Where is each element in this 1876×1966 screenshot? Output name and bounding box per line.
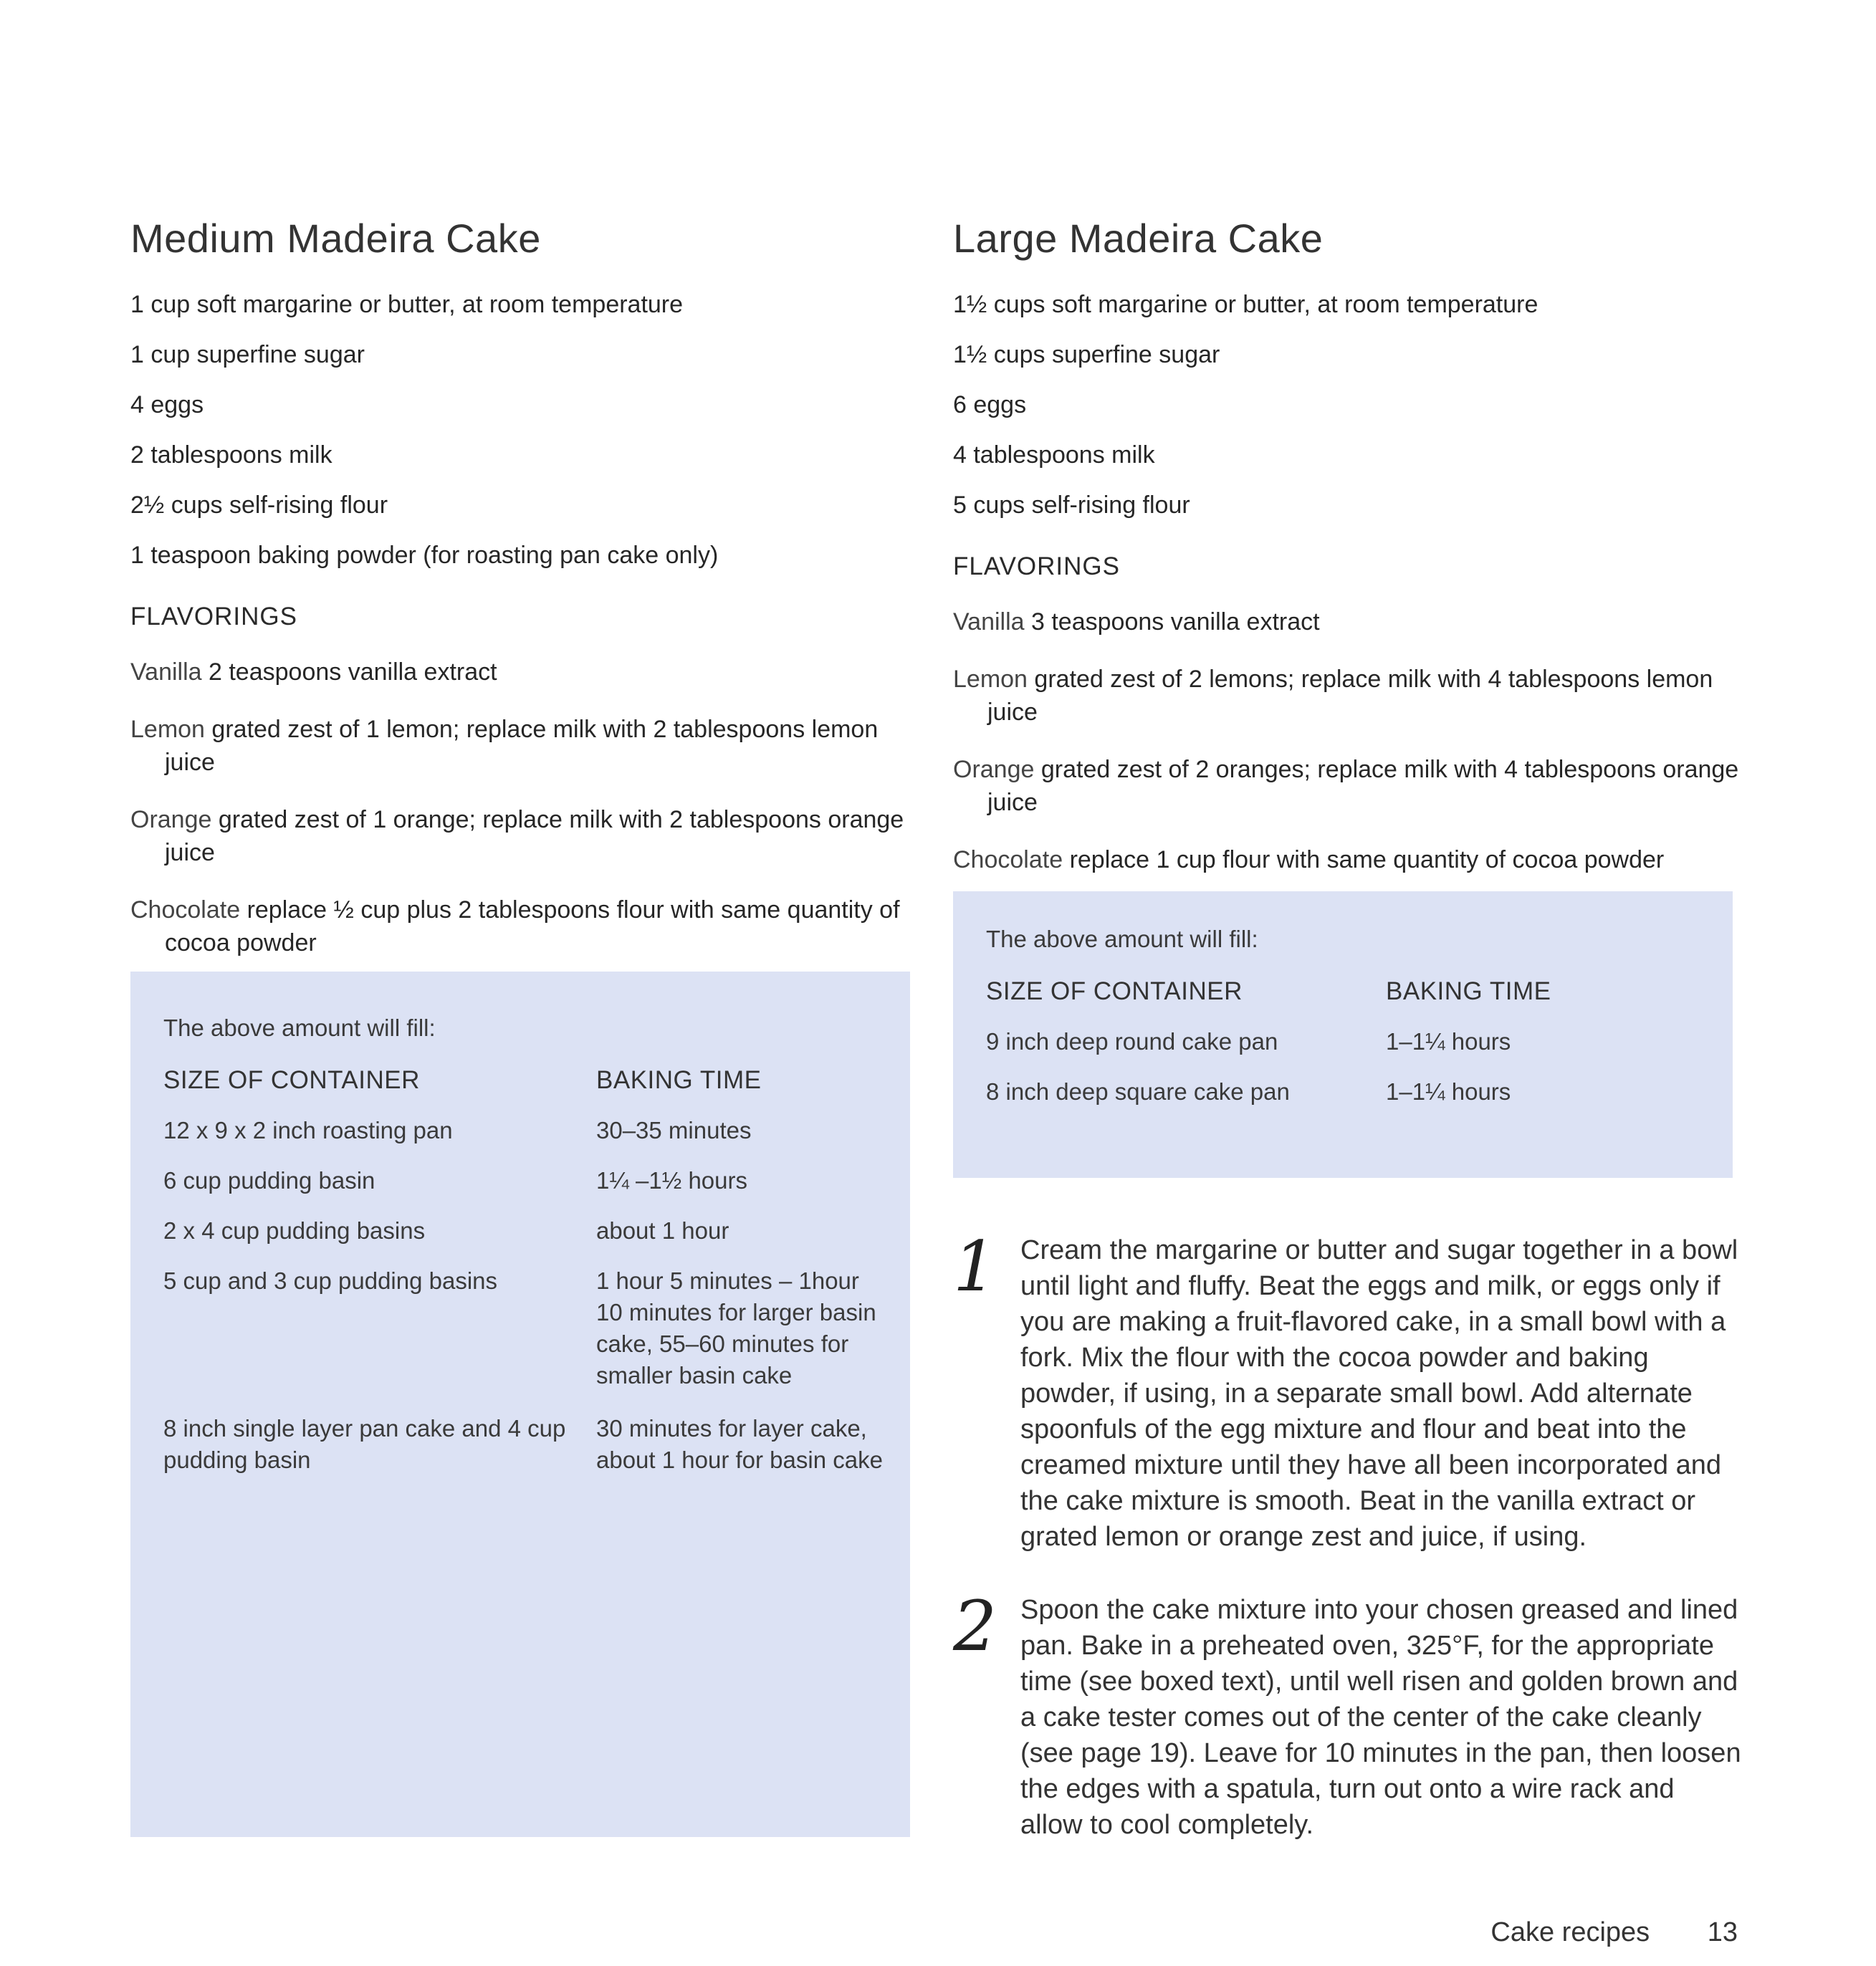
- flavoring-item: [130, 893, 926, 959]
- flavoring-name: Orange: [130, 806, 212, 833]
- flavoring-name: Chocolate: [130, 896, 241, 924]
- flavoring-item: [130, 656, 926, 689]
- flavoring-item: [953, 753, 1748, 819]
- ingredient-item: 1½ cups soft margarine or butter, at room temperature: [953, 291, 1538, 318]
- table-row: [163, 1265, 889, 1413]
- table-row: [163, 1413, 889, 1495]
- large-baking-box: [953, 891, 1733, 1178]
- flavoring-name: Orange: [953, 756, 1035, 783]
- flavoring-text: grated zest of 1 lemon; replace milk with 2 tablespoons lemon juice: [165, 716, 879, 776]
- baking-table: [986, 977, 1711, 1126]
- flavoring-text: 3 teaspoons vanilla extract: [1031, 608, 1320, 636]
- section-name: Cake recipes: [1490, 1917, 1650, 1947]
- fill-note: The above amount will fill:: [163, 1015, 436, 1041]
- ingredient-item: 1 teaspoon baking powder (for roasting pan cake only): [130, 542, 719, 569]
- baking-time: about 1 hour: [596, 1217, 729, 1244]
- flavoring-item: [953, 605, 1748, 638]
- flavorings-heading: FLAVORINGS: [130, 603, 298, 630]
- table-row: [163, 1215, 889, 1265]
- table-row: [163, 1115, 889, 1165]
- ingredient-item: 6 eggs: [953, 391, 1027, 418]
- step-text: Spoon the cake mixture into your chosen greased and lined pan. Bake in a preheated oven, 325°F, for the appropriate time (see boxed text), until well risen and golden brown and a cake tester comes out of the center of the cake cleanly (see page 19). Leave for 10 minutes in the pan, then loosen the edges with a spatula, turn out onto a wire rack and allow to cool completely.: [1020, 1595, 1741, 1840]
- ingredient-item: 5 cups self-rising flour: [953, 492, 1190, 519]
- flavoring-item: [953, 843, 1748, 876]
- baking-time: 1 hour 5 minutes – 1hour 10 minutes for larger basin cake, 55–60 minutes for smaller basin cake: [596, 1267, 876, 1389]
- flavoring-item: [130, 713, 926, 779]
- flavoring-text: replace ½ cup plus 2 tablespoons flour with same quantity of cocoa powder: [165, 896, 900, 956]
- ingredient-item: 2½ cups self-rising flour: [130, 492, 388, 519]
- ingredient-item: 1 cup superfine sugar: [130, 341, 365, 368]
- flavoring-item: [130, 803, 926, 869]
- ingredient-item: 1½ cups superfine sugar: [953, 341, 1220, 368]
- baking-time: 30 minutes for layer cake, about 1 hour for basin cake: [596, 1415, 883, 1473]
- medium-baking-box: [130, 972, 910, 1837]
- column-header-time: BAKING TIME: [596, 1066, 762, 1094]
- container-size: 12 x 9 x 2 inch roasting pan: [163, 1117, 453, 1143]
- table-row: [986, 1026, 1711, 1076]
- step-text: Cream the margarine or butter and sugar together in a bowl until light and fluffy. Beat the eggs and milk, or eggs only if you are making a fruit-flavored cake, in a small bowl with a fork. Mix the flour with the cocoa powder and baking powder, if using, in a separate small bowl. Add alternate spoonfuls of the egg mixture and flour and beat into the creamed mixture until they have all been incorporated and the cake mixture is smooth. Beat in the vanilla extract or grated lemon or orange zest and juice, if using.: [1020, 1235, 1738, 1552]
- recipe-title: Large Madeira Cake: [953, 216, 1324, 261]
- table-row: [163, 1165, 889, 1215]
- page-footer: [1490, 1917, 1738, 1948]
- flavoring-text: grated zest of 2 lemons; replace milk with 4 tablespoons lemon juice: [987, 666, 1713, 726]
- ingredient-item: 2 tablespoons milk: [130, 441, 332, 469]
- container-size: 5 cup and 3 cup pudding basins: [163, 1267, 498, 1294]
- ingredient-item: 1 cup soft margarine or butter, at room temperature: [130, 291, 684, 318]
- container-size: 8 inch single layer pan cake and 4 cup pudding basin: [163, 1415, 566, 1473]
- ingredient-item: 4 eggs: [130, 391, 204, 418]
- flavoring-text: grated zest of 2 oranges; replace milk with 4 tablespoons orange juice: [987, 756, 1739, 816]
- container-size: 9 inch deep round cake pan: [986, 1028, 1278, 1055]
- flavoring-name: Vanilla: [130, 658, 202, 686]
- flavoring-text: grated zest of 1 orange; replace milk with 2 tablespoons orange juice: [165, 806, 904, 866]
- flavoring-name: Vanilla: [953, 608, 1025, 636]
- flavoring-text: replace 1 cup flour with same quantity of cocoa powder: [1069, 846, 1665, 873]
- large-recipe-column: [953, 215, 1748, 901]
- medium-recipe-column: [130, 215, 926, 984]
- baking-time: 1–1¼ hours: [1386, 1078, 1511, 1105]
- step-number: 1: [953, 1227, 997, 1307]
- column-header-size: SIZE OF CONTAINER: [163, 1066, 420, 1094]
- ingredient-item: 4 tablespoons milk: [953, 441, 1155, 469]
- flavoring-text: 2 teaspoons vanilla extract: [209, 658, 497, 686]
- column-header-size: SIZE OF CONTAINER: [986, 977, 1243, 1005]
- fill-note: The above amount will fill:: [986, 926, 1258, 952]
- recipe-title: Medium Madeira Cake: [130, 216, 541, 261]
- flavoring-name: Lemon: [130, 716, 205, 743]
- baking-time: 1–1¼ hours: [1386, 1028, 1511, 1055]
- flavoring-item: [953, 663, 1748, 729]
- column-header-time: BAKING TIME: [1386, 977, 1551, 1005]
- flavoring-name: Chocolate: [953, 846, 1063, 873]
- baking-table: [163, 1066, 889, 1495]
- flavoring-name: Lemon: [953, 666, 1028, 693]
- container-size: 2 x 4 cup pudding basins: [163, 1217, 426, 1244]
- step-number: 2: [953, 1586, 997, 1667]
- table-row: [986, 1076, 1711, 1126]
- baking-time: 1¼ –1½ hours: [596, 1167, 747, 1194]
- container-size: 6 cup pudding basin: [163, 1167, 375, 1194]
- baking-time: 30–35 minutes: [596, 1117, 752, 1143]
- page-number: 13: [1707, 1917, 1738, 1947]
- flavorings-heading: FLAVORINGS: [953, 552, 1121, 580]
- container-size: 8 inch deep square cake pan: [986, 1078, 1290, 1105]
